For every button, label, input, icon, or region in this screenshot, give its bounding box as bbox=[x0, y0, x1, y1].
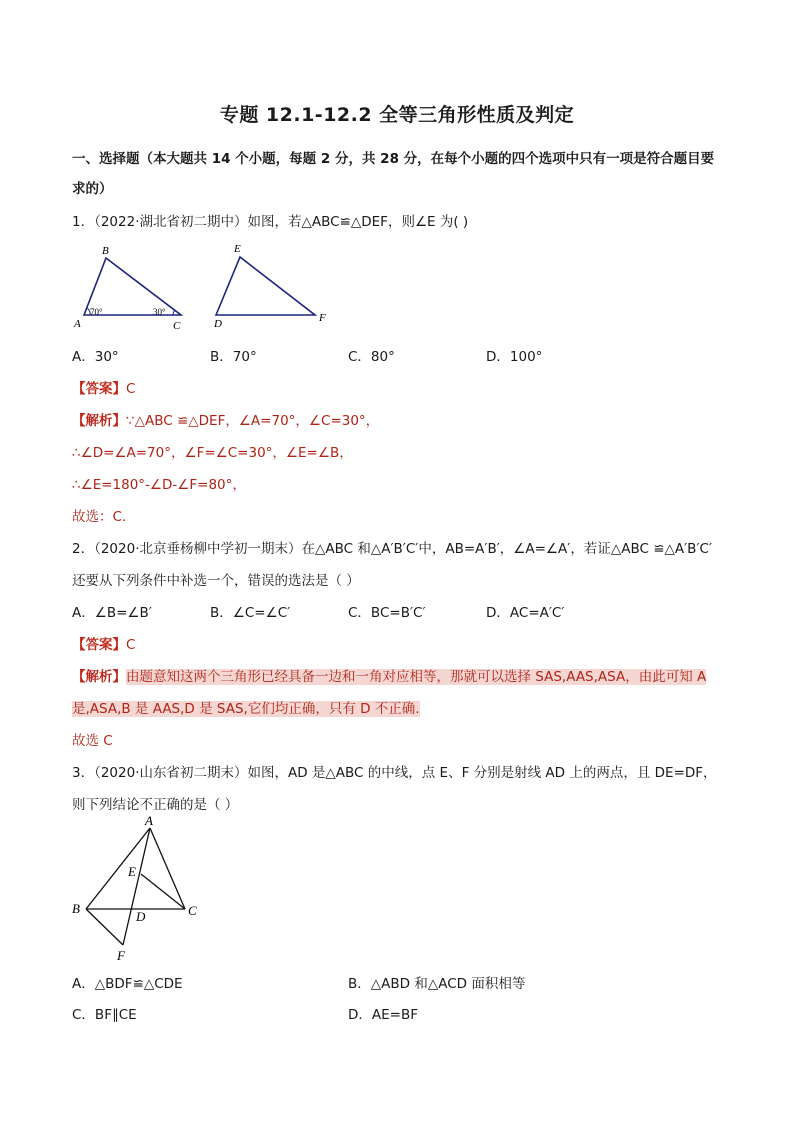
q1-label-f: F bbox=[319, 312, 326, 324]
section-header-line2: 求的） bbox=[72, 181, 113, 197]
q1-answer-tag: 【答案】 bbox=[72, 381, 126, 397]
q2-analysis-line1: 由题意知这两个三角形已经具备一边和一角对应相等，那就可以选择 SAS,AAS,ASA，由此可知 A bbox=[126, 669, 707, 685]
q3-option-b: B．△ABD 和△ACD 面积相等 bbox=[348, 976, 526, 992]
q1-answer: C bbox=[126, 381, 136, 397]
section-header-line1: 一、选择题（本大题共 14 个小题，每题 2 分，共 28 分，在每个小题的四个选项中只有一项是符合题目要 bbox=[72, 151, 715, 167]
q1-option-b: B．70° bbox=[210, 349, 257, 365]
q3-seg-bf bbox=[86, 909, 123, 945]
q1-angle-c: 30° bbox=[153, 307, 166, 317]
q1-label-d: D bbox=[214, 318, 222, 330]
q2-option-c: C．BC=B′C′ bbox=[348, 605, 426, 621]
q3-seg-ac bbox=[150, 828, 185, 909]
q2-answer: C bbox=[126, 637, 136, 653]
q3-label-c: C bbox=[188, 903, 197, 918]
q3-stem-line1: 3．（2020·山东省初二期末）如图，AD 是△ABC 的中线，点 E、F 分别是射线 AD 上的两点，且 DE=DF， bbox=[72, 765, 717, 781]
q1-analysis-line3: ∴∠E=180°-∠D-∠F=80°， bbox=[72, 477, 246, 493]
q1-label-b: B bbox=[102, 245, 109, 257]
q3-label-b: B bbox=[72, 901, 80, 916]
q1-analysis-line2: ∴∠D=∠A=70°，∠F=∠C=30°，∠E=∠B， bbox=[72, 445, 353, 461]
q1-analysis-tag: 【解析】 bbox=[72, 413, 126, 429]
q1-label-c: C bbox=[173, 320, 181, 332]
q1-option-c: C．80° bbox=[348, 349, 395, 365]
q3-label-a: A bbox=[145, 813, 153, 828]
q2-analysis-line2-text: 是,ASA,B 是 AAS,D 是 SAS,它们均正确，只有 D 不正确. bbox=[72, 701, 420, 717]
q2-answer-tag: 【答案】 bbox=[72, 637, 126, 653]
q3-seg-ec bbox=[141, 874, 185, 909]
q2-option-b: B．∠C=∠C′ bbox=[210, 605, 291, 621]
q3-label-e: E bbox=[128, 864, 136, 879]
q1-angle-a: 70° bbox=[90, 307, 103, 317]
page-title: 专题 12.1-12.2 全等三角形性质及判定 bbox=[219, 104, 575, 126]
q1-stem: 1．（2022·湖北省初二期中）如图，若△ABC≌△DEF，则∠E 为( ) bbox=[72, 214, 469, 230]
q3-option-d: D．AE=BF bbox=[348, 1007, 418, 1023]
q2-stem-line2: 还要从下列条件中补选一个，错误的选法是（ ） bbox=[72, 573, 360, 589]
q2-option-a: A．∠B=∠B′ bbox=[72, 605, 152, 621]
q2-stem-line1: 2．（2020·北京垂杨柳中学初一期末）在△ABC 和△A′B′C′中，AB=A′B′，∠A=∠A′，若证△ABC ≌△A′B′C′ bbox=[72, 541, 713, 557]
q2-analysis-tag: 【解析】 bbox=[72, 669, 126, 685]
q1-analysis-line4: 故选：C． bbox=[72, 509, 136, 525]
q3-option-a: A．△BDF≌△CDE bbox=[72, 976, 183, 992]
q1-label-e: E bbox=[234, 243, 241, 255]
q3-stem-line2: 则下列结论不正确的是（ ） bbox=[72, 797, 239, 813]
q3-label-f: F bbox=[117, 948, 125, 963]
q1-option-d: D．100° bbox=[486, 349, 543, 365]
q1-analysis-line1: ∵△ABC ≌△DEF，∠A=70°，∠C=30°， bbox=[126, 413, 380, 429]
q2-option-d: D．AC=A′C′ bbox=[486, 605, 565, 621]
q3-label-d: D bbox=[136, 909, 146, 924]
q2-conclusion: 故选 C bbox=[72, 733, 113, 749]
q1-label-a: A bbox=[74, 318, 81, 330]
q3-option-c: C．BF∥CE bbox=[72, 1007, 137, 1023]
q1-option-a: A．30° bbox=[72, 349, 119, 365]
